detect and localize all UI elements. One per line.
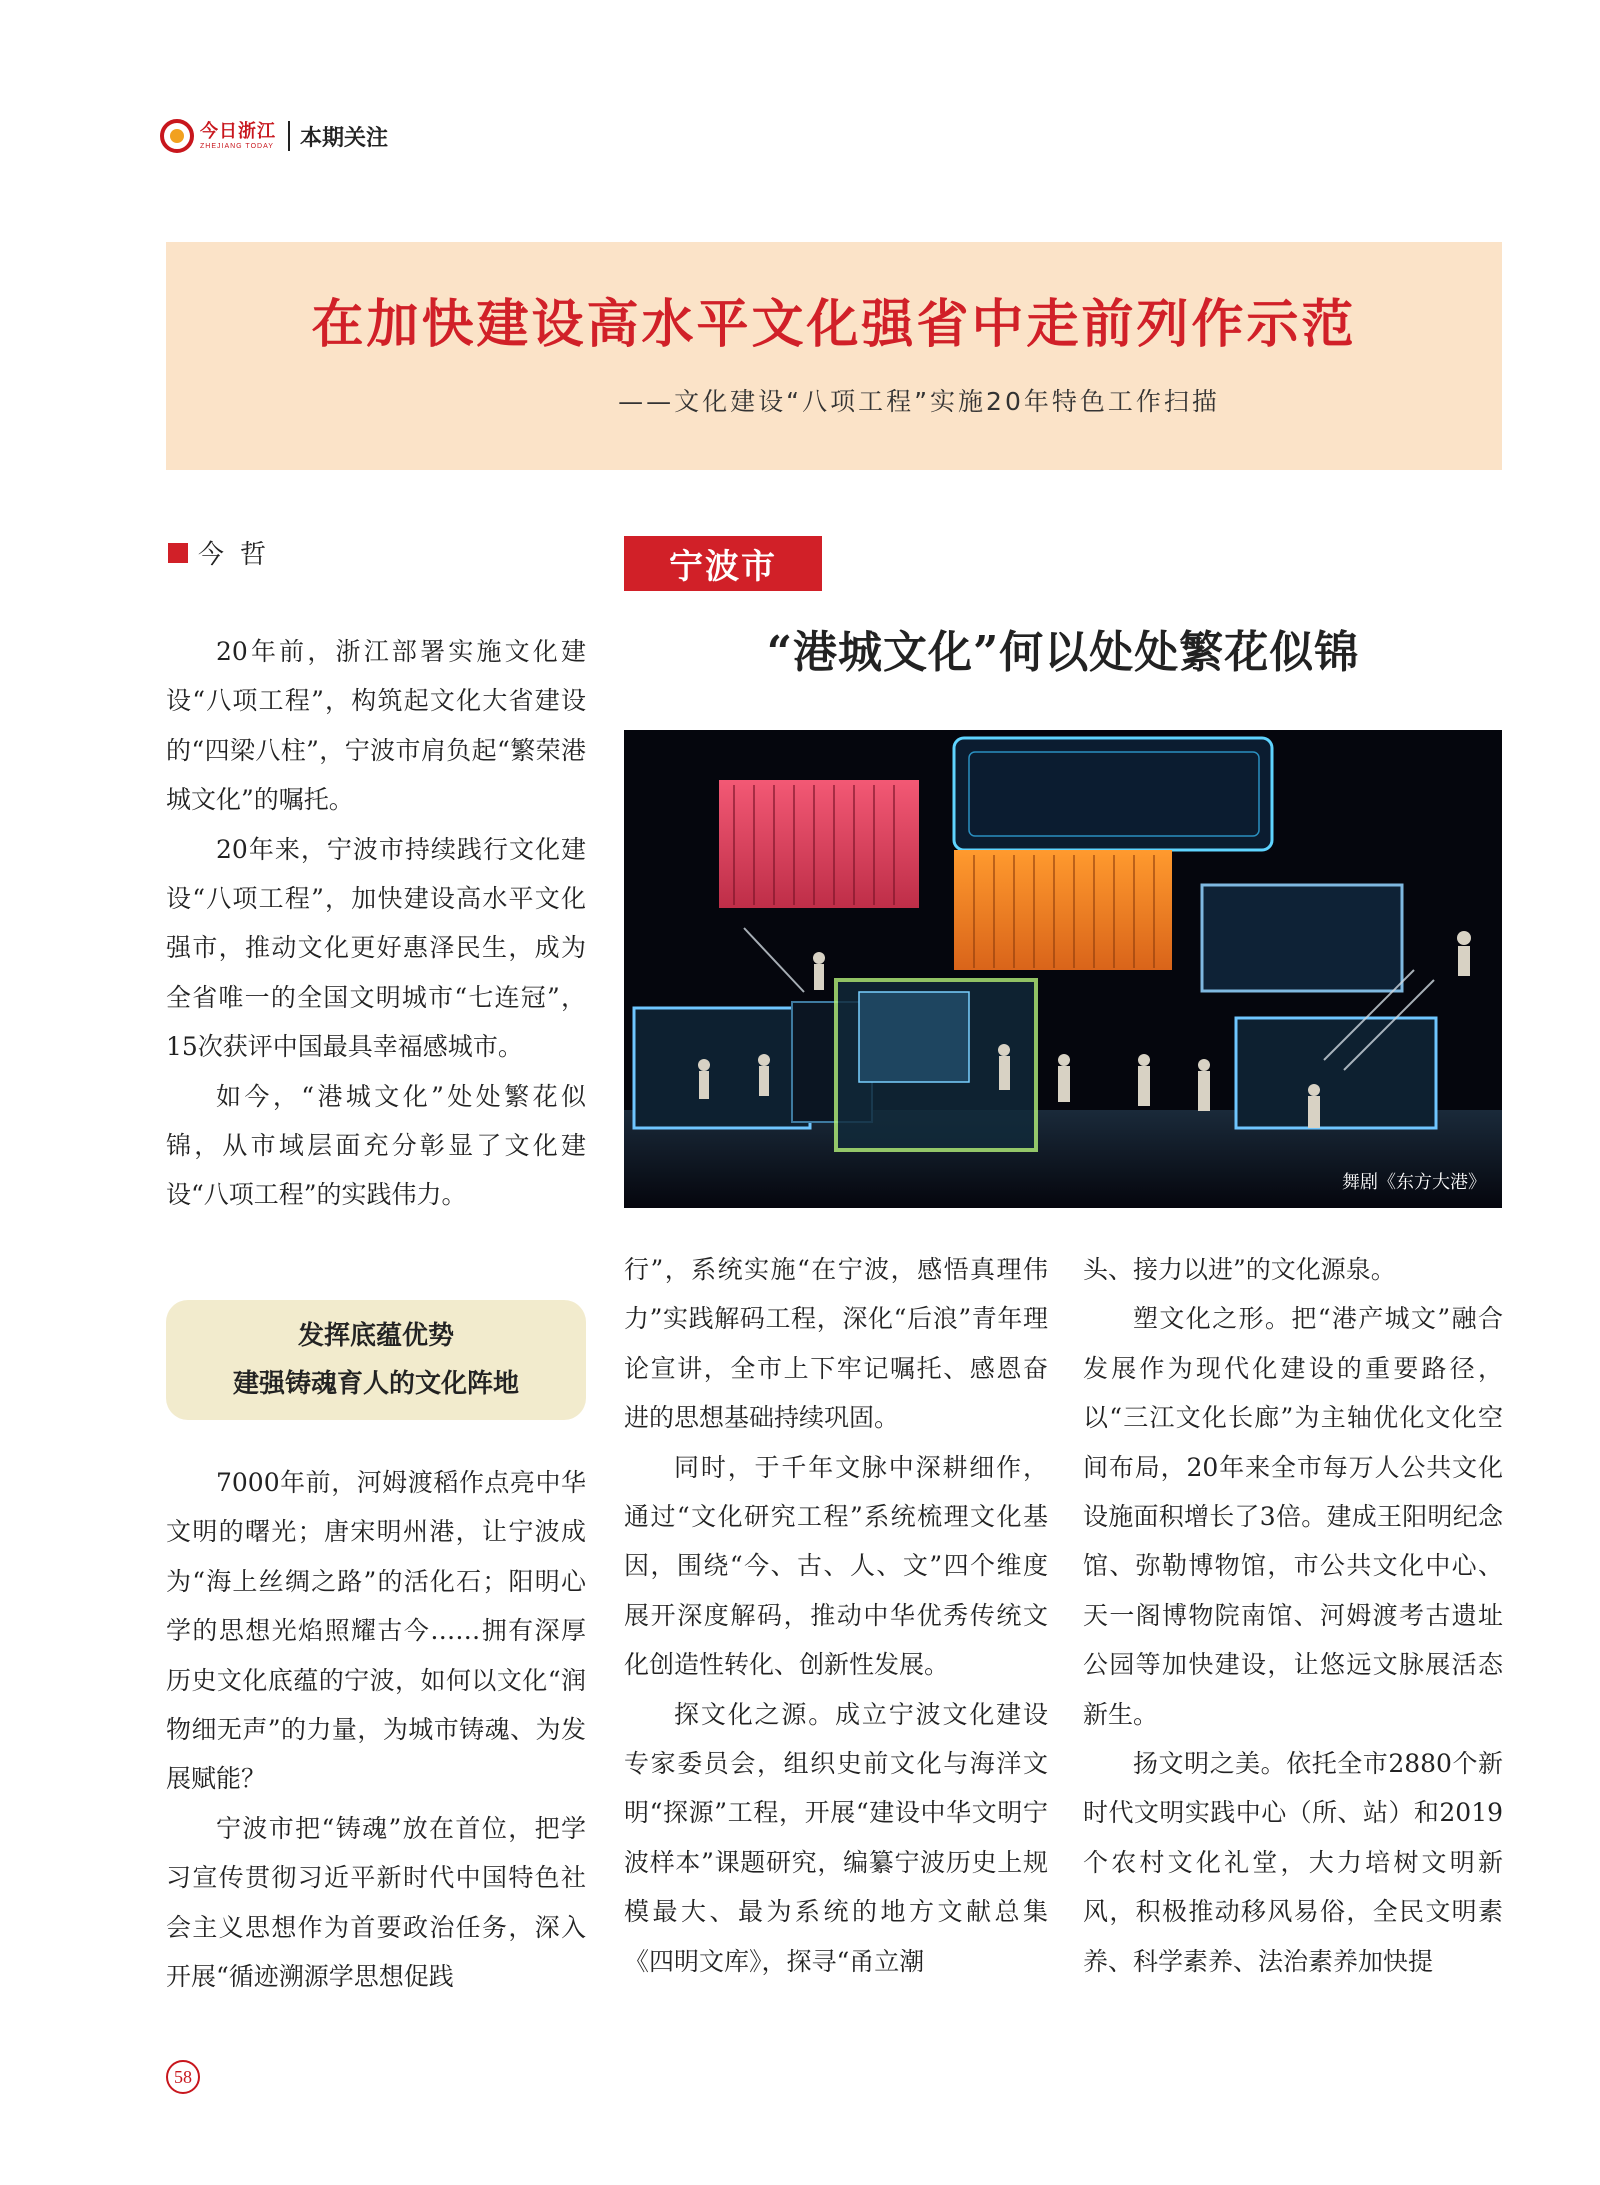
stage-photo: [624, 730, 1502, 1208]
subheading-box: [166, 1300, 586, 1420]
paragraph: 探文化之源。成立宁波文化建设专家委员会，组织史前文化与海洋文明“探源”工程，开展“建设中华文明宁波样本”课题研究，编纂宁波历史上规模最大、最为系统的地方文献总集《四明文库》，探寻“甬立潮: [624, 1699, 1048, 1976]
logo-text: [200, 122, 276, 150]
subheading-line-2: 建强铸魂育人的文化阵地: [232, 1369, 519, 1399]
paragraph: 塑文化之形。把“港产城文”融合发展作为现代化建设的重要路径，以“三江文化长廊”为主轴优化文化空间布局，20年来全市每万人公共文化设施面积增长了3倍。建成王阳明纪念馆、弥勒博物馆，市公共文化中心、天一阁博物院南馆、河姆渡考古遗址公园等加快建设，让悠远文脉展活态新生。: [1083, 1304, 1503, 1729]
left-column-intro: [166, 627, 586, 1220]
subheading-line-1: 发挥底蕴优势: [297, 1321, 454, 1351]
photo-caption: 舞剧《东方大港》: [1342, 1172, 1486, 1193]
article-subtitle: ——文化建设“八项工程”实施20年特色工作扫描: [618, 387, 1220, 416]
paragraph: 扬文明之美。依托全市2880个新时代文明实践中心（所、站）和2019个农村文化礼堂，大力培树文明新风，积极推动移风易俗，全民文明素养、科学素养、法治素养加快提: [1083, 1749, 1503, 1976]
author-marker: [168, 543, 188, 563]
city-tag: 宁波市: [624, 536, 822, 591]
middle-column: [624, 1245, 1048, 1986]
logo-chinese: 今日浙江: [200, 121, 276, 141]
stage-photo-image: [624, 730, 1502, 1208]
page-number: 58: [166, 2060, 200, 2094]
logo-english: ZHEJIANG TODAY: [200, 143, 274, 150]
author-line: [168, 534, 282, 571]
right-column: [1083, 1245, 1503, 1986]
title-banner: [166, 242, 1502, 470]
logo-icon: [160, 119, 194, 153]
author-name: 今哲: [198, 540, 283, 570]
paragraph: 宁波市把“铸魂”放在首位，把学习宣传贯彻习近平新时代中国特色社会主义思想作为首要政治任务，深入开展“循迹溯源学思想促践: [166, 1813, 586, 1992]
paragraph-continuation: 头、接力以进”的文化源泉。: [1083, 1255, 1396, 1284]
paragraph: 如今，“港城文化”处处繁花似锦，从市域层面充分彰显了文化建设“八项工程”的实践伟力。: [166, 1081, 586, 1210]
page-header: [160, 118, 388, 154]
header-divider: [288, 121, 290, 151]
paragraph: 同时，于千年文脉中深耕细作，通过“文化研究工程”系统梳理文化基因，围绕“今、古、人、文”四个维度展开深度解码，推动中华优秀传统文化创造性转化、创新性发展。: [624, 1452, 1048, 1680]
article-title: 在加快建设高水平文化强省中走前列作示范: [311, 294, 1357, 355]
paragraph: 7000年前，河姆渡稻作点亮中华文明的曙光；唐宋明州港，让宁波成为“海上丝绸之路”的活化石；阳明心学的思想光焰照耀古今……拥有深厚历史文化底蕴的宁波，如何以文化“润物细无声”的力量，为城市铸魂、为发展赋能？: [166, 1468, 586, 1794]
paragraph: 20年来，宁波市持续践行文化建设“八项工程”，加快建设高水平文化强市，推动文化更好惠泽民生，成为全省唯一的全国文明城市“七连冠”，15次获评中国最具幸福感城市。: [166, 834, 586, 1062]
paragraph-continuation: 行”，系统实施“在宁波，感悟真理伟力”实践解码工程，深化“后浪”青年理论宣讲，全市上下牢记嘱托、感恩奋进的思想基础持续巩固。: [624, 1255, 1048, 1433]
left-column-body: [166, 1458, 586, 2001]
section-label: 本期关注: [300, 125, 389, 151]
section-heading: “港城文化”何以处处繁花似锦: [766, 627, 1360, 678]
paragraph: 20年前，浙江部署实施文化建设“八项工程”，构筑起文化大省建设的“四梁八柱”，宁波市肩负起“繁荣港城文化”的嘱托。: [166, 637, 586, 815]
